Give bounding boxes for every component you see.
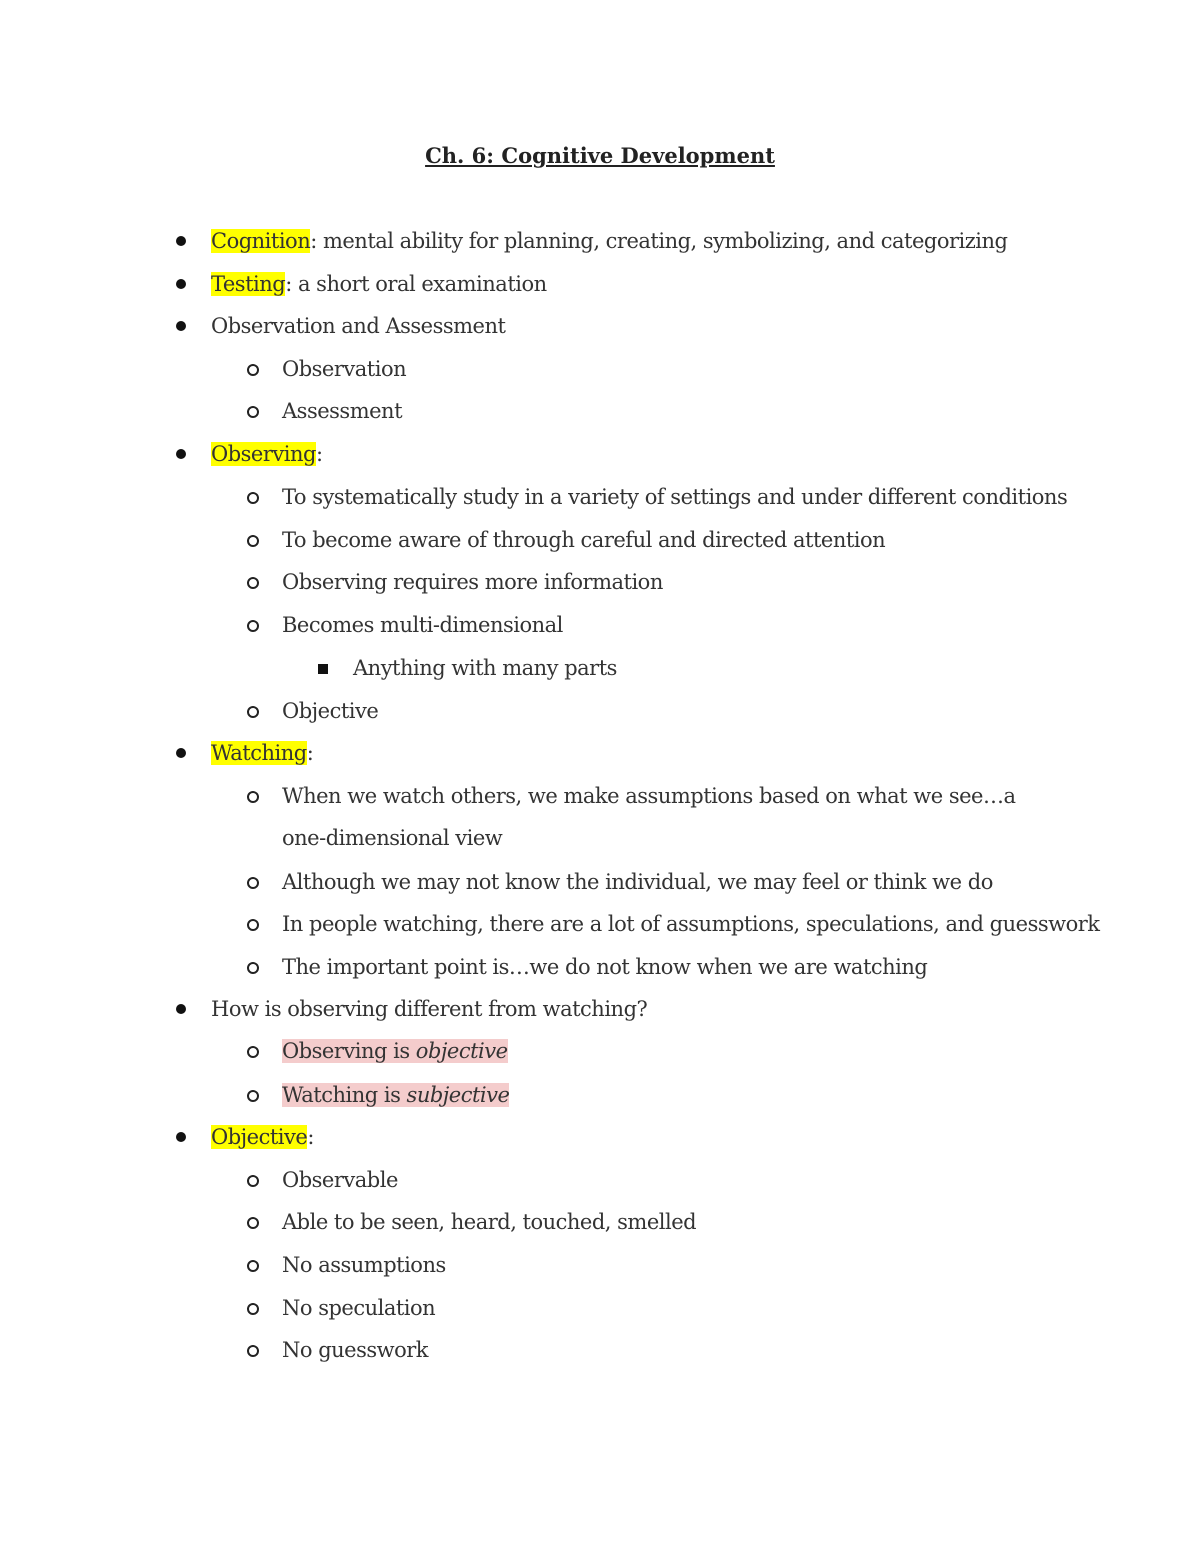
item-text: Objective: [282, 699, 379, 723]
list-item: [282, 780, 1015, 812]
bullet-circle-icon: [247, 364, 259, 376]
list-item: [282, 1164, 398, 1196]
item-text: To become aware of through careful and directed attention: [282, 528, 886, 552]
pink-highlight: [282, 1083, 509, 1107]
bullet-dot-icon: [176, 236, 186, 246]
item-emphasis: objective: [415, 1039, 508, 1063]
item-text: How is observing different from watching?: [211, 997, 648, 1021]
bullet-dot-icon: [176, 279, 186, 289]
bullet-circle-icon: [247, 1090, 259, 1102]
pink-highlight: [282, 1039, 508, 1063]
bullet-circle-icon: [247, 1217, 259, 1229]
list-item: [282, 1079, 509, 1111]
highlighted-term: Objective: [211, 1125, 308, 1149]
list-item: [282, 1249, 446, 1281]
item-text: one-dimensional view: [282, 826, 503, 850]
item-text: Becomes multi-dimensional: [282, 613, 563, 637]
item-text: Able to be seen, heard, touched, smelled: [282, 1210, 697, 1234]
item-text: No assumptions: [282, 1253, 446, 1277]
bullet-circle-icon: [247, 492, 259, 504]
item-text: Anything with many parts: [353, 656, 617, 680]
item-emphasis: subjective: [406, 1083, 510, 1107]
list-item: [211, 268, 547, 300]
item-text: Observation: [282, 357, 407, 381]
list-item: [282, 695, 378, 727]
highlighted-term: Testing: [211, 272, 286, 296]
list-item-continuation: [282, 822, 502, 854]
bullet-circle-icon: [247, 919, 259, 931]
bullet-square-icon: [318, 664, 328, 674]
list-item: [211, 225, 1007, 257]
item-text: :: [307, 1125, 314, 1149]
bullet-circle-icon: [247, 706, 259, 718]
bullet-circle-icon: [247, 620, 259, 632]
bullet-dot-icon: [176, 321, 186, 331]
list-item: [353, 652, 617, 684]
bullet-circle-icon: [247, 1345, 259, 1357]
item-text: The important point is…we do not know when we are watching: [282, 955, 928, 979]
list-item: [282, 353, 406, 385]
bullet-dot-icon: [176, 1132, 186, 1142]
page-title: Ch. 6: Cognitive Development: [425, 143, 775, 168]
list-item: [282, 951, 927, 983]
item-text: When we watch others, we make assumptions based on what we see…a: [282, 784, 1016, 808]
bullet-circle-icon: [247, 1260, 259, 1272]
bullet-circle-icon: [247, 1303, 259, 1315]
list-item: [211, 993, 647, 1025]
bullet-dot-icon: [176, 449, 186, 459]
item-text: Observable: [282, 1168, 398, 1192]
bullet-circle-icon: [247, 577, 259, 589]
bullet-circle-icon: [247, 962, 259, 974]
highlighted-term: Observing: [211, 442, 316, 466]
item-text: No speculation: [282, 1296, 436, 1320]
highlighted-term: Watching: [211, 741, 307, 765]
item-text: :: [315, 442, 323, 466]
bullet-circle-icon: [247, 1046, 259, 1058]
item-text: Watching is: [282, 1083, 407, 1107]
item-text: Although we may not know the individual, we may feel or think we do: [282, 870, 993, 894]
item-text: In people watching, there are a lot of assumptions, speculations, and guesswork: [282, 912, 1100, 936]
list-item: [211, 438, 323, 470]
bullet-circle-icon: [247, 877, 259, 889]
item-text: No guesswork: [282, 1338, 429, 1362]
list-item: [282, 524, 885, 556]
item-text: Assessment: [282, 399, 403, 423]
list-item: [282, 1334, 428, 1366]
list-item: [282, 395, 402, 427]
bullet-circle-icon: [247, 406, 259, 418]
list-item: [211, 310, 505, 342]
item-text: To systematically study in a variety of settings and under different conditions: [282, 485, 1068, 509]
list-item: [282, 866, 993, 898]
item-text: : a short oral examination: [285, 272, 547, 296]
item-text: :: [306, 741, 314, 765]
bullet-dot-icon: [176, 748, 186, 758]
list-item: [211, 1121, 314, 1153]
list-item: [282, 1292, 435, 1324]
list-item: [282, 908, 1100, 940]
list-item: [282, 566, 663, 598]
bullet-circle-icon: [247, 791, 259, 803]
list-item: [282, 1035, 508, 1067]
bullet-circle-icon: [247, 1175, 259, 1187]
bullet-dot-icon: [176, 1004, 186, 1014]
list-item: [211, 737, 313, 769]
list-item: [282, 481, 1067, 513]
item-text: Observing requires more information: [282, 570, 663, 594]
item-text: Observing is: [282, 1039, 416, 1063]
list-item: [282, 609, 563, 641]
item-text: Observation and Assessment: [211, 314, 506, 338]
bullet-circle-icon: [247, 535, 259, 547]
item-text: : mental ability for planning, creating, symbolizing, and categorizing: [310, 229, 1008, 253]
highlighted-term: Cognition: [211, 229, 311, 253]
list-item: [282, 1206, 696, 1238]
